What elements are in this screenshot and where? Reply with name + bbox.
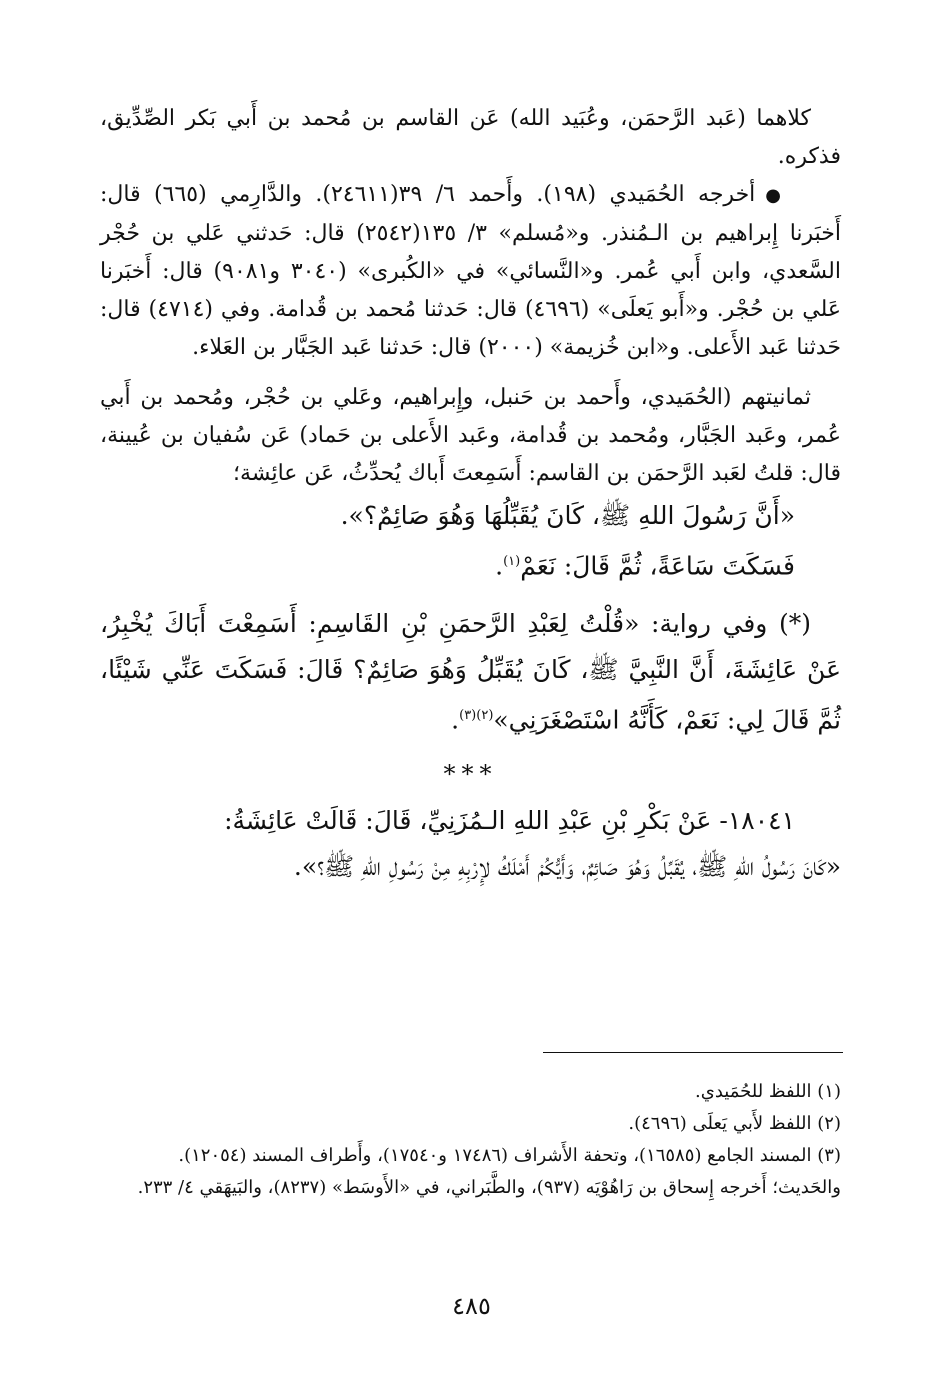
- hadith-number-text: ١٨٠٤١- عَنْ بَكْرِ بْنِ عَبْدِ اللهِ الـمُزَنِيِّ، قَالَ: قَالَتْ عَائِشَةُ:: [224, 805, 795, 835]
- hadith-quote-text: «أَنَّ رَسُولَ اللهِ ﷺ، كَانَ يُقَبِّلُهَا وَهُوَ صَائِمٌ؟».: [340, 501, 795, 530]
- section-separator: ***: [443, 759, 498, 788]
- opening-line: [100, 100, 841, 176]
- answer-line-text: فَسَكَتَ سَاعَةً، ثُمَّ قَالَ: نَعَمْ: [520, 551, 795, 581]
- footnotes: [100, 1076, 841, 1204]
- hadith-quote: [100, 493, 841, 539]
- hadith-text: [100, 844, 841, 890]
- answer-line-end: .: [495, 551, 504, 581]
- isnad-paragraph: [100, 379, 841, 493]
- footnote-divider: [543, 1052, 843, 1053]
- footnote-3-continuation: والحَديث؛ أَخرجه إِسحاق بن رَاهُوْيَه (٩٣٧)، والطَّبَراني، في «الأَوسَط» (٨٢٣٧)، والبَيهَقي ٤/ ٢٣٣.: [137, 1177, 841, 1198]
- footnote-2: (٢) اللفظ لأَبي يَعلَى (٤٦٩٦).: [628, 1113, 841, 1134]
- bullet-icon: ●: [765, 185, 781, 206]
- page-number: ٤٨٥: [452, 1292, 491, 1320]
- takhrij-text: أخرجه الحُمَيدي (١٩٨). وأَحمد ٦/ ٣٩(٢٤٦١١). والدَّارِمي (٦٦٥) قال: أَخبَرنا إِبراهيم بن الـمُنذر. و«مُسلم» ٣/ ١٣٥(٢٥٤٢) قال: حَدثني عَلي بن حُجْر السَّعدي، وابن أَبي عُمر. و«النَّسائي» في «الكُبرى» (٣٠٤٠ و٩٠٨١) قال: أَخبَرنا عَلي بن حُجْر. و«أَبو يَعلَى» (٤٦٩٦) قال: حَدثنا مُحمد بن قُدامة. وفي (٤٧١٤) قال: حَدثنا عَبد الأَعلى. و«ابن خُزيمة» (٢٠٠٠) قال: حَدثنا عَبد الجَبَّار بن العَلاء.: [100, 182, 842, 360]
- riwaya-end: .: [451, 705, 460, 735]
- main-text: [100, 100, 841, 890]
- opening-line-text: كلاهما (عَبد الرَّحمَن، وعُبَيد الله) عَن القاسم بن مُحمد بن أَبي بَكر الصِّدِّيق، فذكره.: [100, 106, 841, 169]
- footnote-ref-1: (١): [503, 554, 521, 569]
- takhrij-paragraph: [100, 176, 841, 367]
- footnote-3: (٣) المسند الجامع (١٦٥٨٥)، وتحفة الأَشراف (١٧٤٨٦ و١٧٥٤٠)، وأَطراف المسند (١٢٠٥٤).: [178, 1145, 841, 1166]
- answer-line: [100, 539, 841, 589]
- hadith-text-body: «كَانَ رَسُولُ اللهِ ﷺ، يُقَبِّلُ وَهُوَ صَائِمٌ، وَأَيُّكُمْ أَمْلَكُ لإِرْبِهِ مِنْ رَسُولِ اللهِ ﷺ؟».: [293, 851, 841, 881]
- hadith-number-line: [100, 798, 841, 844]
- riwaya-text: (*) وفي رواية: «قُلْتُ لِعَبْدِ الرَّحمَنِ بْنِ القَاسِمِ: أَسَمِعْتَ أَبَاكَ يُخْبِرُ، عَنْ عَائِشَةَ، أَنَّ النَّبِيَّ ﷺ، كَانَ يُقَبِّلُ وَهُوَ صَائِمٌ؟ قَالَ: فَسَكَتَ عَنِّي شَيْئًا، ثُمَّ قَالَ لِي: نَعَمْ، كَأَنَّهُ اسْتَصْغَرَنِي»: [100, 609, 841, 735]
- riwaya-paragraph: [100, 601, 841, 743]
- footnote-1: (١) اللفظ للحُمَيدي.: [695, 1081, 841, 1102]
- isnad-text: ثمانيتهم (الحُمَيدي، وأَحمد بن حَنبل، وإِبراهيم، وعَلي بن حُجْر، ومُحمد بن أَبي عُمر، وعَبد الجَبَّار، ومُحمد بن قُدامة، وعَبد الأَعلى بن حَماد) عَن سُفيان بن عُيينة، قال: قلتُ لعَبد الرَّحمَن بن القاسم: أَسَمِعتَ أَباك يُحدِّثُ، عَن عائِشة؛: [100, 385, 841, 486]
- footnote-ref-2-3: (٢)(٣): [459, 708, 494, 724]
